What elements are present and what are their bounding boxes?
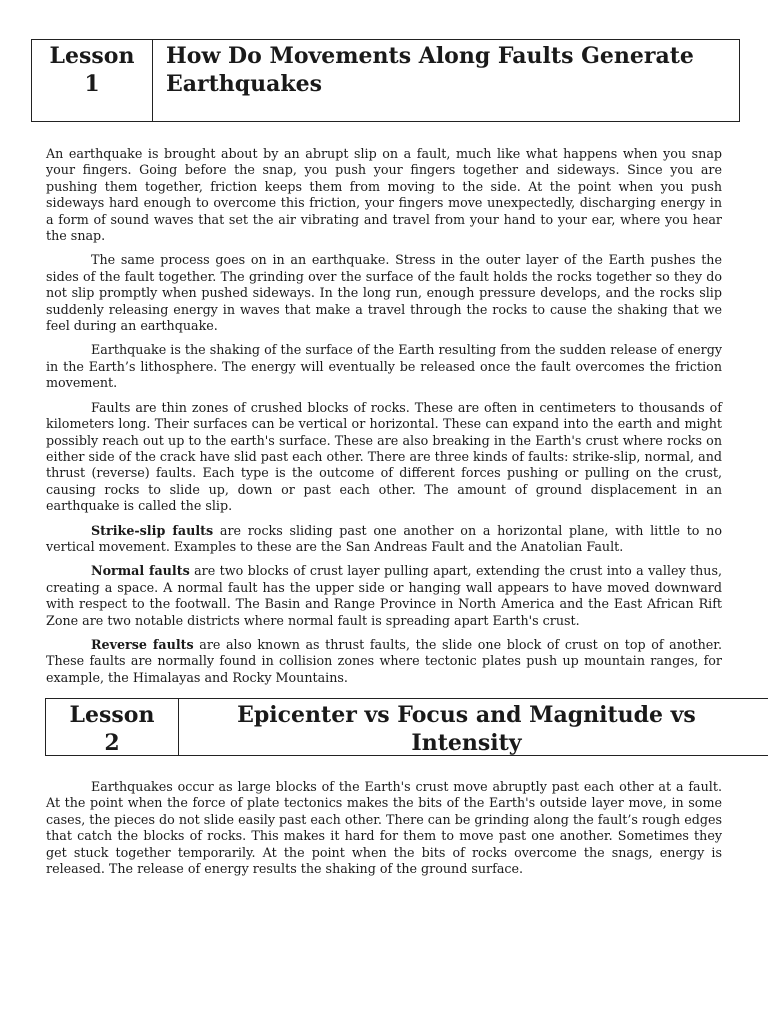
paragraph-earthquakes-occur: Earthquakes occur as large blocks of the Earth's crust move abruptly past each other at a fault. At the point when the force of plate tectonics makes the bits of the Earth's outside layer move, in some cases, the pieces do not slide easily past each other. There can be grinding along the fault’s rough edges that catch the blocks of rocks. This makes it hard for them to move past one another. Sometimes they get stuck together temporarily. At the point when the bits of rocks overcome the snags, energy is released. The release of energy results the shaking of the ground surface. xyxy=(46,779,722,877)
lesson-2-label xyxy=(46,699,179,755)
lesson-1-label-word: Lesson xyxy=(49,43,135,69)
paragraph-same-process: The same process goes on in an earthquake. Stress in the outer layer of the Earth pushes the sides of the fault together. The grinding over the surface of the fault holds the rocks together so they do not slip promptly when pushed sideways. In the long run, enough pressure develops, and the rocks slip suddenly releasing energy in waves that make a travel through the rocks to cause the shaking that we feel during an earthquake. xyxy=(46,252,722,334)
paragraph-normal-faults xyxy=(46,563,722,629)
lesson-2-label-word: Lesson xyxy=(69,702,155,728)
paragraph-reverse-faults xyxy=(46,637,722,686)
lesson-1-header xyxy=(31,39,740,122)
paragraph-earthquake-intro: An earthquake is brought about by an abrupt slip on a fault, much like what happens when you snap your fingers. Going before the snap, you push your fingers together and sideways. Since you are pushing them together, friction keeps them from moving to the side. At the point when you push sideways hard enough to overcome this friction, your fingers move unexpectedly, discharging energy in a form of sound waves that set the air vibrating and travel from your hand to your ear, where you hear the snap. xyxy=(46,146,722,244)
strike-slip-description: are rocks sliding past one another on a horizontal plane, with little to no vertical movement. Examples to these are the San Andreas Fault and the Anatolian Fault. xyxy=(46,522,722,554)
paragraph-strike-slip xyxy=(46,523,722,556)
lesson-1-label xyxy=(32,40,153,121)
normal-faults-description: are two blocks of crust layer pulling apart, extending the crust into a valley thus, creating a space. A normal fault has the upper side or hanging wall appears to have moved downward with respect to the footwall. The Basin and Range Province in North America and the East African Rift Zone are two notable districts where normal fault is spreading apart Earth's crust. xyxy=(46,563,722,628)
lesson-2-title: Epicenter vs Focus and Magnitude vs Intensity xyxy=(237,702,696,756)
reverse-faults-description: are also known as thrust faults, the slide one block of crust on top of another. These faults are normally found in collision zones where tectonic plates push up mountain ranges, for example, the Himalayas and Rocky Mountains. xyxy=(46,636,722,685)
paragraph-faults: Faults are thin zones of crushed blocks of rocks. These are often in centimeters to thousands of kilometers long. Their surfaces can be vertical or horizontal. These can expand into the earth and might possibly reach out up to the earth's surface. These are also breaking in the Earth's crust where rocks on either side of the crack have slid past each other. There are three kinds of faults: strike-slip, normal, and thrust (reverse) faults. Each type is the outcome of different forces pushing or pulling on the crust, causing rocks to slide up, down or past each other. The amount of ground displacement in an earthquake is called the slip. xyxy=(46,399,722,514)
term-reverse-faults: Reverse faults xyxy=(91,636,194,652)
lesson-2-header xyxy=(45,698,768,756)
lesson-1-title: How Do Movements Along Faults Generate Earthquakes xyxy=(166,43,694,97)
lesson-2-body xyxy=(46,779,722,885)
term-normal-faults: Normal faults xyxy=(91,563,190,579)
term-strike-slip: Strike-slip faults xyxy=(91,522,214,538)
lesson-2-label-number: 2 xyxy=(104,730,120,756)
lesson-1-body xyxy=(46,146,722,694)
lesson-1-label-number: 1 xyxy=(84,71,100,97)
paragraph-earthquake-definition: Earthquake is the shaking of the surface of the Earth resulting from the sudden release of energy in the Earth’s lithosphere. The energy will eventually be released once the fault overcomes the friction movement. xyxy=(46,342,722,391)
